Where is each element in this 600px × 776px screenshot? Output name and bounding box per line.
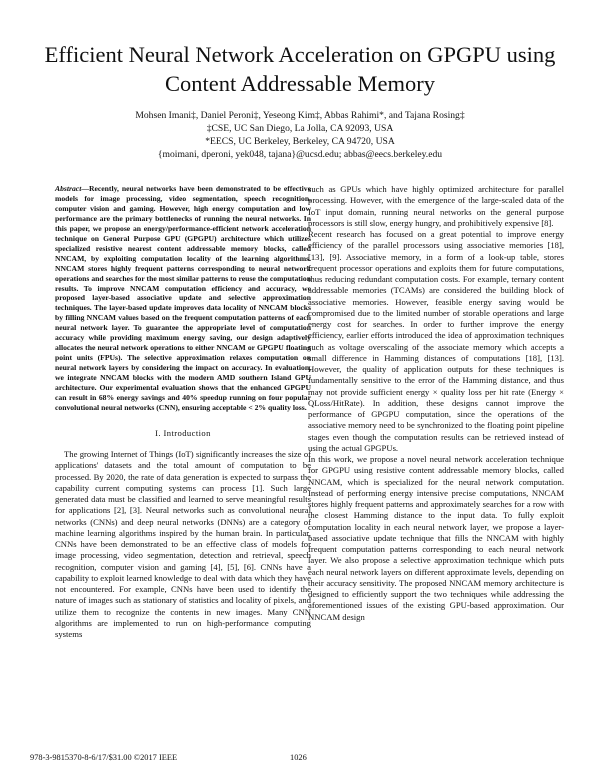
footer-isbn: 978-3-9815370-8-6/17/$31.00 ©2017 IEEE: [30, 753, 178, 762]
body-paragraph-1: such as GPUs which have highly optimized architecture for parallel processing. However, with the emergence of the large-scaled data of the IoT input domain, running neural networks on the general purpose processors is still slow, energy hungry, and prohibitively expensive [8].: [308, 184, 564, 228]
affiliation-berkeley: *EECS, UC Berkeley, Berkeley, CA 94720, USA: [205, 135, 395, 147]
left-column: [55, 184, 311, 640]
body-paragraph-3: In this work, we propose a novel neural network acceleration technique for GPGPU using resistive content addressable memory blocks, called NNCAM, which is specialized for the neural network computation. Instead of performing energy intensive precise computations, NNCAM stores highly frequent patterns and approximately searches for a row with the closest Hamming distance to the input data. To fully exploit computation locality in each neural network layer, we propose a layer-based associative update technique that fills the NNCAM with highly frequent computation patterns corresponding to each neural network layer. We also propose a selective approximation technique which puts each neural network layers on different approximate levels, depending on their accuracy sensitivity. The proposed NNCAM memory architecture is designed to efficiently support the two techniques while addressing the aforementioned issues of the existing GPU-based approximation. Our NNCAM design: [308, 454, 564, 622]
body-paragraph-2: Recent research has focused on a great potential to improve energy efficiency of the parallel processors using associative memories [18], [13], [9]. Associative memory, in a form of a look-up table, stores frequent processor operations and exploits them for future computations, thus reducing redundant computation costs. For example, ternary content addressable memories (TCAMs) are considered the building block of associative memories. However, feasible energy saving would be compromised due to the limited number of storable operations and large energy cost for searches. In order to further improve the energy efficiency, earlier efforts introduced the idea of approximation techniques such as voltage overscaling of the associate memory which accepts a small difference in Hamming distances of computations [18], [13]. However, the quality of application outputs for these techniques is fundamentally sensitive to the error of the Hamming distance, and thus may not provide sufficient energy × quality loss per hit rate (Energy × QLoss/HitRate). In addition, these designs cannot improve the performance of GPGPU computation, since the operations of the associative memory need to be synchronized to the floating point pipeline stages even though the computation results can be retrieved instead of using the actual GPGPUs.: [308, 229, 564, 453]
affiliation-ucsd: ‡CSE, UC San Diego, La Jolla, CA 92093, USA: [206, 122, 394, 134]
abstract-text: —Recently, neural networks have been demonstrated to be effective models for image processing, video segmentation, speech recognition, computer vision and gaming. However, high energy computation and low performance are the primary bottlenecks of running the neural networks. In this paper, we propose an energy/performance-efficient network acceleration technique on General Purpose GPU (GPGPU) architecture which utilizes specialized resistive nearest content addressable memory blocks, called NNCAM, by exploiting computation locality of the learning algorithms. NNCAM stores highly frequent patterns corresponding to neural network operations and searches for the most similar patterns to reuse the computation results. To improve NNCAM computation efficiency and accuracy, we proposed layer-based associative update and selective approximation techniques. The layer-based update improves data locality of NNCAM blocks by filling NNCAM values based on the frequent computation patterns of each neural network layer. To guarantee the appropriate level of computation accuracy while providing maximum energy saving, our design adaptively allocates the neural network operations to either NNCAM or GPGPU floating point units (FPUs). The selective approximation relaxes computation on neural network layers by considering the impact on accuracy. In evaluation, we integrate NNCAM blocks with the modern AMD southern Island GPU architecture. Our experimental evaluation shows that the enhanced GPGPU can result in 68% energy savings and 40% speedup running on four popular convolutional neural networks (CNN), ensuring acceptable < 2% quality loss.: [55, 184, 311, 412]
right-column: [308, 184, 564, 623]
paper-title: Efficient Neural Network Acceleration on GPGPU using Content Addressable Memory: [44, 42, 556, 96]
abstract: [55, 184, 311, 413]
section-heading-introduction: I. Introduction: [155, 427, 211, 438]
abstract-label: Abstract: [55, 184, 82, 193]
intro-paragraph: The growing Internet of Things (IoT) significantly increases the size of applications' datasets and the total amount of computation to be processed. By 2020, the rate of data generation is expected to surpass the capability current computing systems can process [1]. Such large generated data must be classified and learned to serve meaningful results for applications [2], [3]. Neural networks such as convolutional neural networks (CNNs) and deep neural networks (DNNs) are a category of machine learning algorithms inspired by the human brain. In particular, CNNs have been demonstrated to be an effective class of models for image processing, video segmentation, detection and retrieval, speech recognition, computer vision and gaming [4], [5], [6]. CNNs have a capability to exploit learned knowledge to deal with data which they have not encountered. For example, CNNs have been used to identify the nature of images such as stationary of statistics and locality of pixels, and utilize them to recognize the contents in new images. Many CNN algorithms are implemented to run on high-performance computing systems: [55, 449, 311, 640]
page-number: 1026: [290, 753, 307, 762]
author-block: [40, 110, 560, 162]
author-emails: {moimani, dperoni, yek048, tajana}@ucsd.edu; abbas@eecs.berkeley.edu: [157, 148, 443, 160]
author-names: Mohsen Imani‡, Daniel Peroni‡, Yeseong Kim‡, Abbas Rahimi*, and Tajana Rosing‡: [135, 110, 465, 121]
